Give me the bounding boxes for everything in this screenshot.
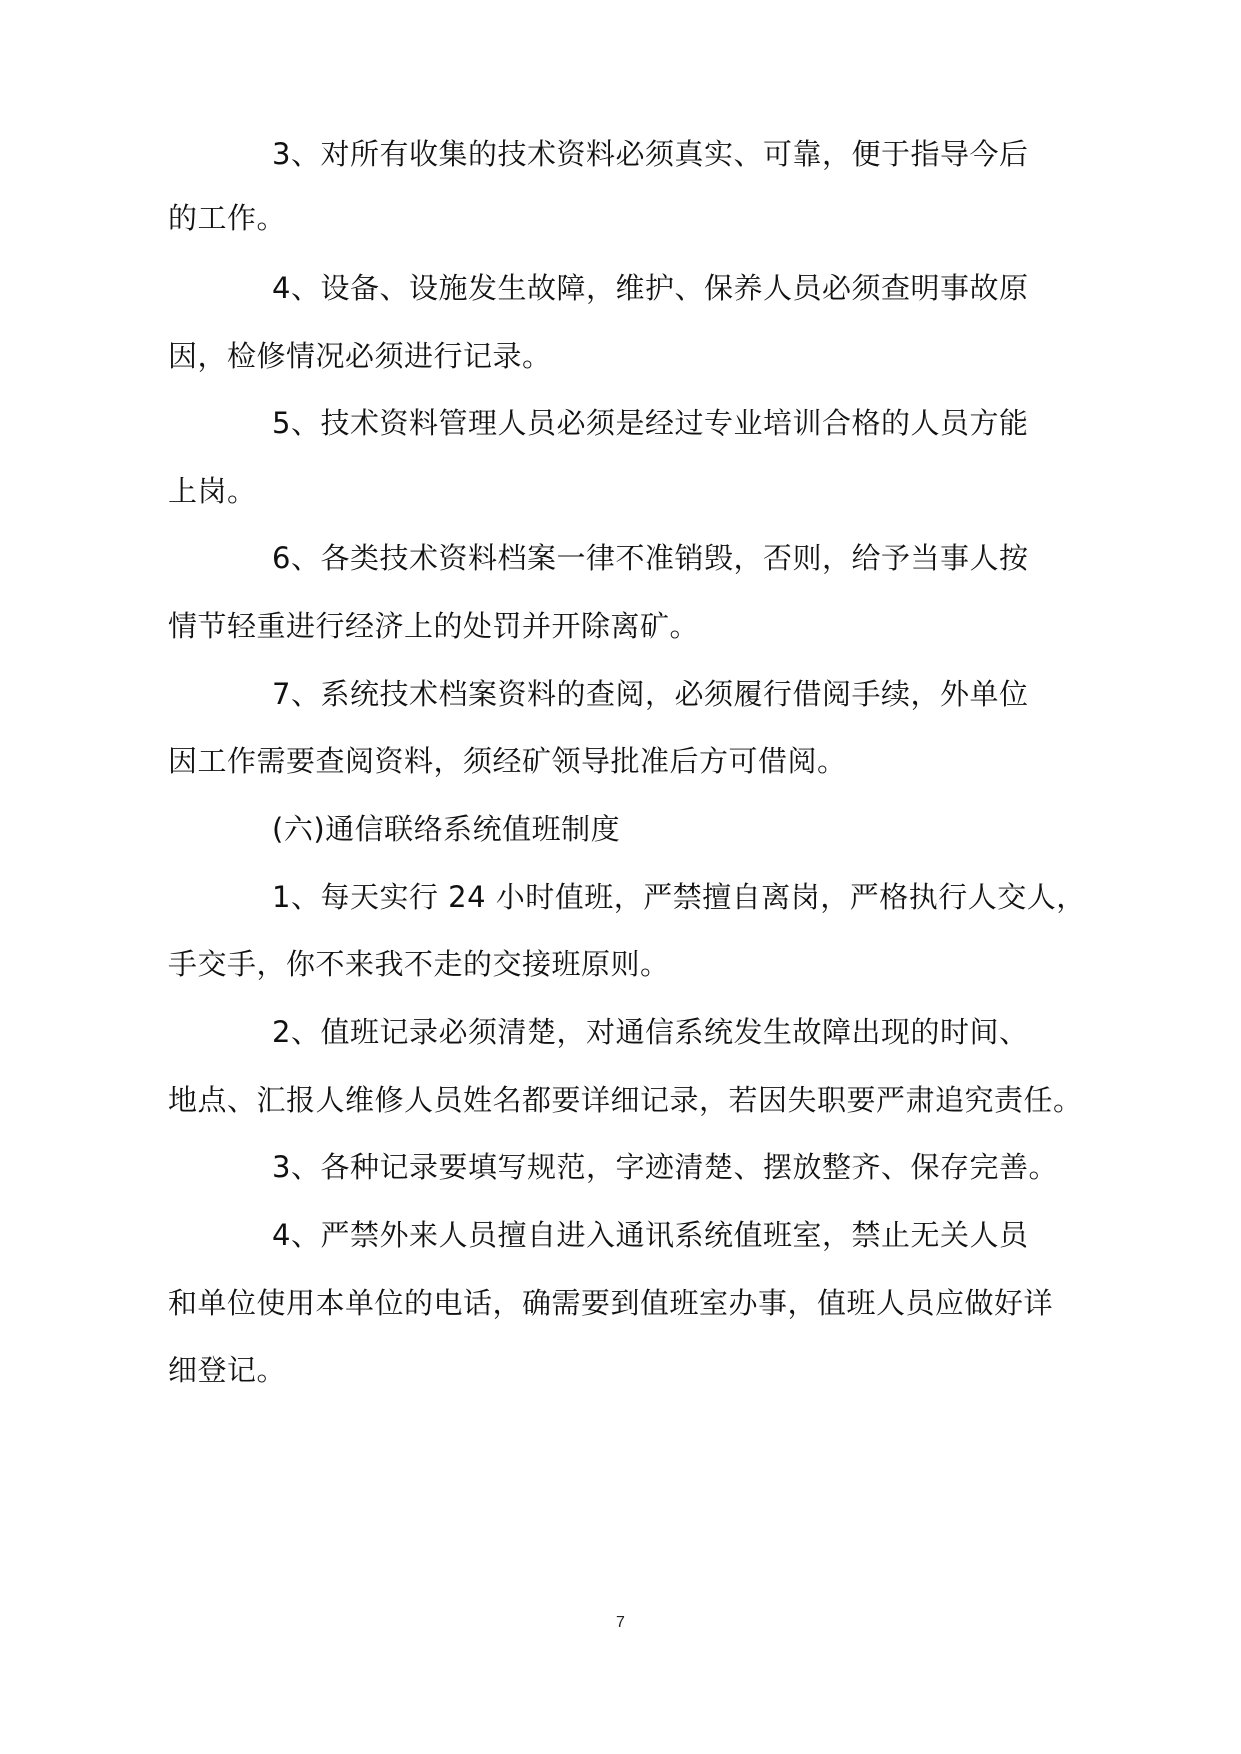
paragraph-line: 7、系统技术档案资料的查阅，必须履行借阅手续，外单位 xyxy=(272,677,1029,711)
section-heading: (六)通信联络系统值班制度 xyxy=(272,812,621,846)
paragraph-line: 4、设备、设施发生故障，维护、保养人员必须查明事故原 xyxy=(272,271,1029,305)
paragraph-line: 4、严禁外来人员擅自进入通讯系统值班室，禁止无关人员 xyxy=(272,1218,1029,1252)
paragraph-line: 情节轻重进行经济上的处罚并开除离矿。 xyxy=(168,609,700,643)
paragraph-line: 手交手，你不来我不走的交接班原则。 xyxy=(168,947,670,981)
paragraph-line: 6、各类技术资料档案一律不准销毁，否则，给予当事人按 xyxy=(272,541,1029,575)
paragraph-line: 2、值班记录必须清楚，对通信系统发生故障出现的时间、 xyxy=(272,1015,1029,1049)
paragraph-line: 的工作。 xyxy=(168,201,287,235)
paragraph-line: 细登记。 xyxy=(168,1353,287,1387)
paragraph-line: 3、对所有收集的技术资料必须真实、可靠，便于指导今后 xyxy=(272,137,1029,171)
paragraph-line: 因工作需要查阅资料，须经矿领导批准后方可借阅。 xyxy=(168,744,847,778)
page-number: 7 xyxy=(616,1614,625,1631)
paragraph-line: 因，检修情况必须进行记录。 xyxy=(168,339,552,373)
paragraph-line: 3、各种记录要填写规范，字迹清楚、摆放整齐、保存完善。 xyxy=(272,1150,1058,1184)
paragraph-line: 1、每天实行 24 小时值班，严禁擅自离岗，严格执行人交人， xyxy=(272,880,1086,914)
paragraph-line: 和单位使用本单位的电话，确需要到值班室办事，值班人员应做好详 xyxy=(168,1286,1054,1320)
paragraph-line: 上岗。 xyxy=(168,474,257,508)
paragraph-line: 地点、汇报人维修人员姓名都要详细记录，若因失职要严肃追究责任。 xyxy=(168,1083,1083,1117)
paragraph-line: 5、技术资料管理人员必须是经过专业培训合格的人员方能 xyxy=(272,406,1029,440)
